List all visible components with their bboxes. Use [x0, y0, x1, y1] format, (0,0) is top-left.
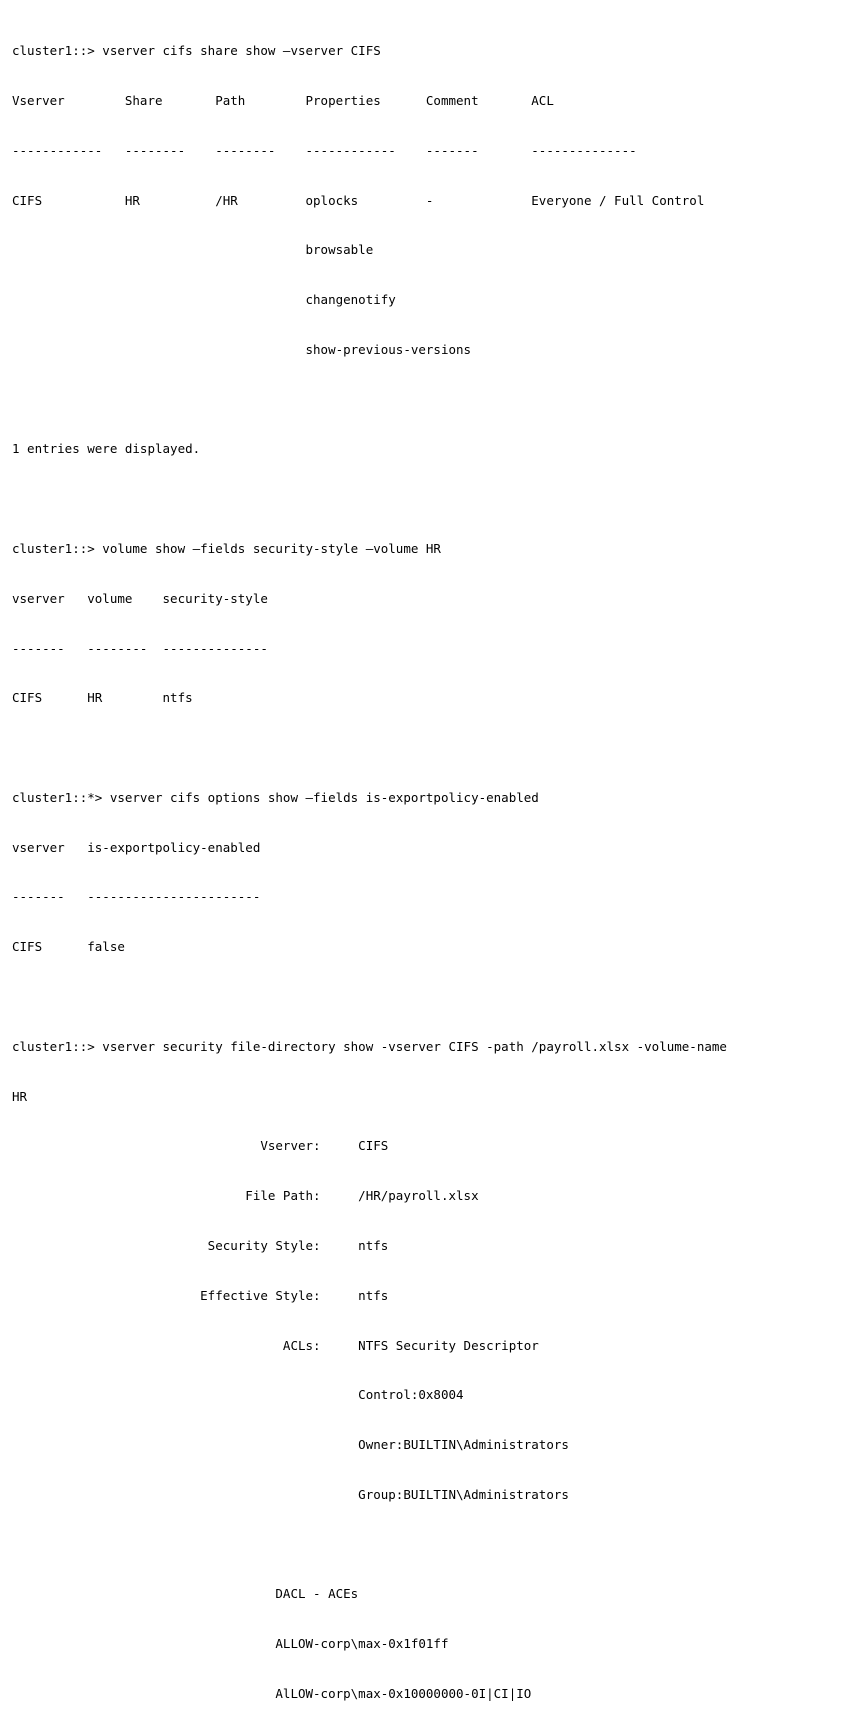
terminal-line: [12, 491, 838, 508]
terminal-line: AlLOW-corp\max-0x10000000-0I|CI|IO: [12, 1685, 532, 1701]
terminal-line: CIFS false: [12, 939, 125, 955]
terminal-line: ALLOW-corp\max-0x1f01ff: [12, 1636, 449, 1652]
terminal-line: ------- -----------------------: [12, 889, 261, 905]
terminal-line: ------------ -------- -------- ------------ ------- --------------: [12, 142, 637, 158]
terminal-line: changenotify: [12, 292, 396, 308]
terminal-line: File Path: /HR/payroll.xlsx: [12, 1188, 479, 1204]
terminal-line: ACLs: NTFS Security Descriptor: [12, 1337, 539, 1353]
terminal-line: [12, 392, 838, 409]
terminal-line: Vserver: CIFS: [12, 1138, 389, 1154]
terminal-line: DACL - ACEs: [12, 1586, 359, 1602]
terminal-line: cluster1::> vserver security file-directory show -vserver CIFS -path /payroll.xlsx -volume-name: [12, 1038, 727, 1054]
terminal-line: Group:BUILTIN\Administrators: [12, 1486, 569, 1502]
terminal-line: show-previous-versions: [12, 341, 472, 357]
terminal-line: browsable: [12, 242, 374, 258]
terminal-line: CIFS HR /HR oplocks - Everyone / Full Control: [12, 192, 705, 208]
terminal-line: cluster1::*> vserver cifs options show –fields is-exportpolicy-enabled: [12, 789, 539, 805]
terminal-line: Effective Style: ntfs: [12, 1287, 389, 1303]
terminal-line: [12, 989, 838, 1006]
terminal-line: 1 entries were displayed.: [12, 441, 201, 457]
terminal-line: vserver volume security-style: [12, 590, 268, 606]
terminal-line: Owner:BUILTIN\Administrators: [12, 1437, 569, 1453]
terminal-line: CIFS HR ntfs: [12, 690, 193, 706]
terminal-line: Control:0x8004: [12, 1387, 464, 1403]
terminal-line: HR: [12, 1088, 28, 1104]
terminal-line: [12, 1537, 838, 1554]
terminal-line: vserver is-exportpolicy-enabled: [12, 839, 261, 855]
terminal-line: cluster1::> volume show –fields security-style –volume HR: [12, 541, 441, 556]
terminal-line: ------- -------- --------------: [12, 640, 268, 656]
terminal-line: cluster1::> vserver cifs share show –vserver CIFS: [12, 43, 381, 59]
terminal-line: Security Style: ntfs: [12, 1237, 389, 1253]
terminal-line: Vserver Share Path Properties Comment ACL: [12, 92, 554, 108]
terminal-line: [12, 740, 838, 757]
